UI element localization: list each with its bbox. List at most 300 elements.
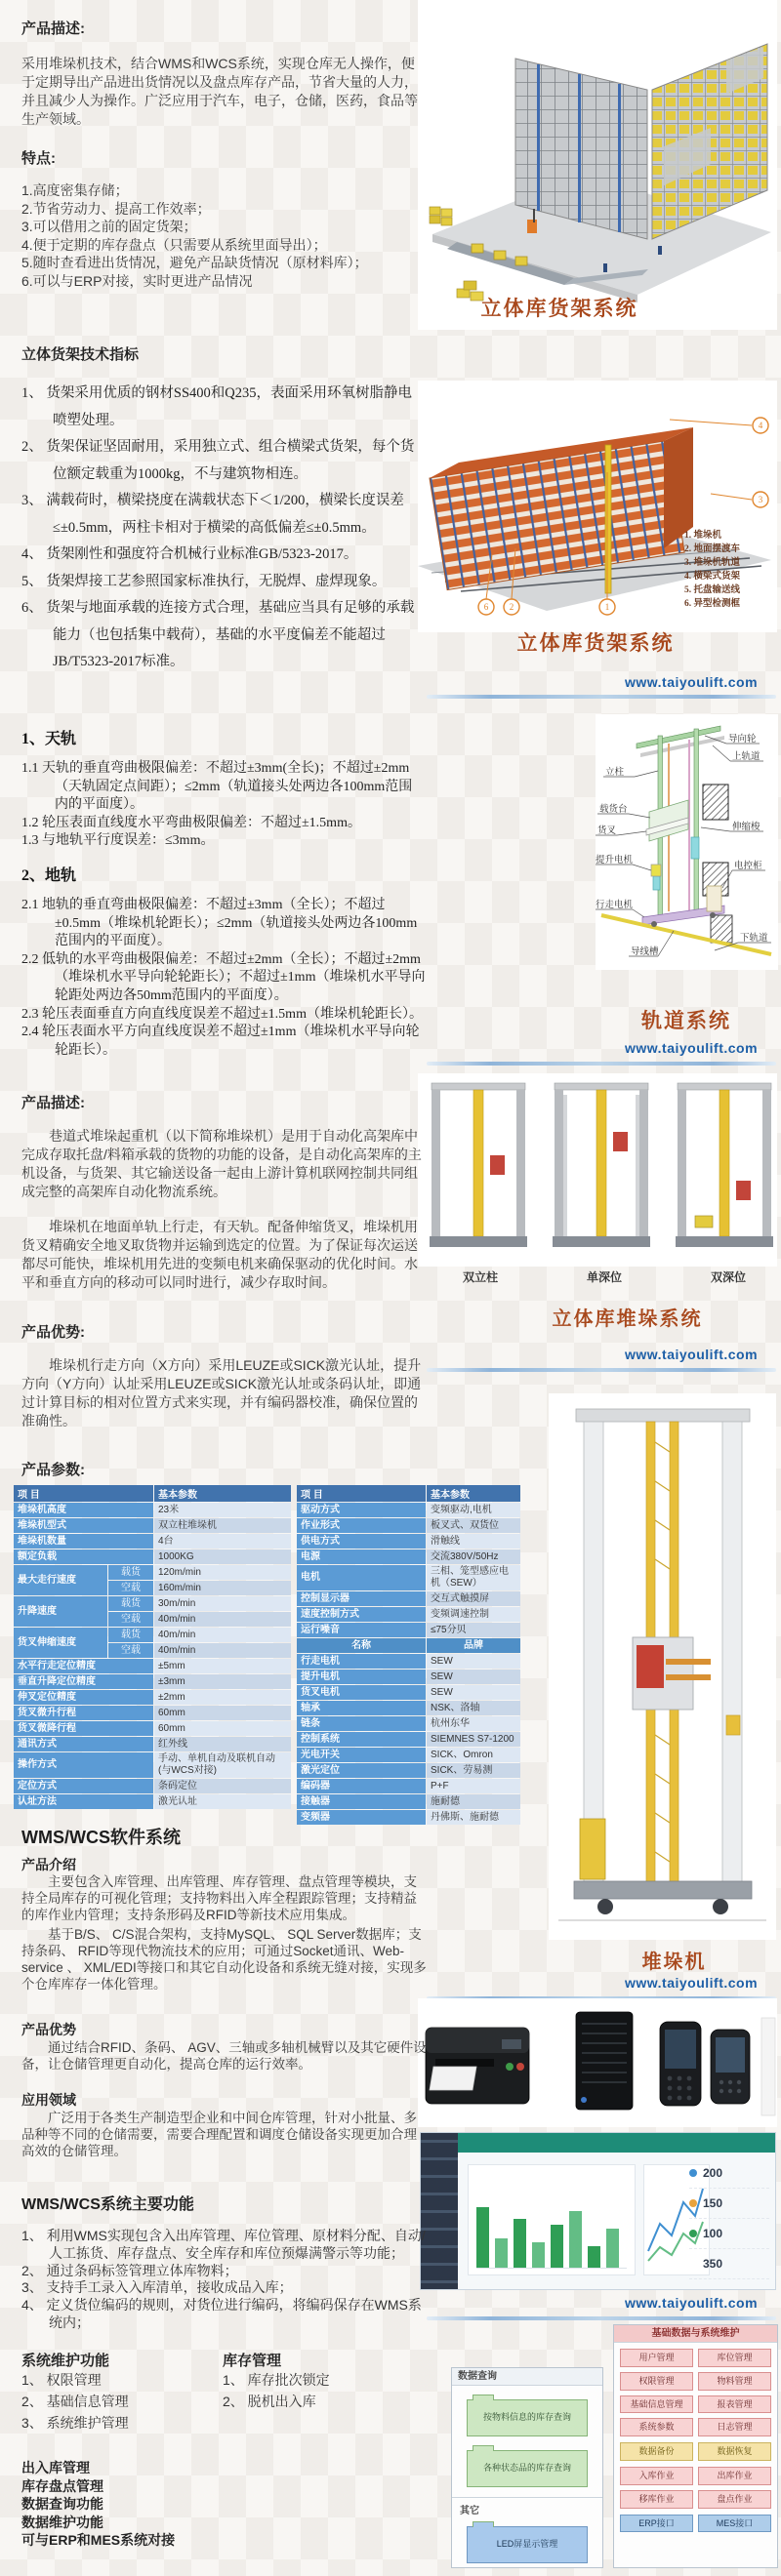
param-cell: 链条 — [297, 1716, 426, 1731]
param-cell: 激光认址 — [154, 1794, 291, 1809]
dashboard-stat-row — [689, 2158, 769, 2189]
other-box: LED屏显示管理 — [467, 2526, 588, 2563]
param-cell: 堆垛机型式 — [14, 1518, 153, 1533]
module-yellow-boxes — [614, 2442, 777, 2467]
param-cell: 控制显示器 — [297, 1591, 426, 1606]
param-cell: 120m/min — [154, 1565, 291, 1580]
stacker-desc-para2: 堆垛机在地面单轨上行走，有天轨。配备伸缩货叉，堆垛机用货叉精确安全地叉取货物并运输到选定的位置。为了保证每次运送都尽可能快，堆垛机用先进的变频电机来确保驱动的优化时间。水平和垂直方向的移动可以同时进行，减少存取时间。 — [21, 1219, 418, 1290]
table-row — [297, 1534, 520, 1549]
stacker-adv-body: 堆垛机行走方向（X方向）采用LEUZE或SICK激光认址，提升方向（Y方向）认址采用LEUZE或SICK激光认址或条码认址，即通过计算目标的相对位置方式来实现，并有编码器校准，确保位置的准确性。 — [21, 1357, 422, 1429]
params-table-left — [13, 1484, 292, 1810]
table-row — [14, 1550, 291, 1564]
table-row — [297, 1518, 520, 1533]
bottom-bold-item: 库存盘点管理 — [21, 2477, 103, 2494]
stacker-machine-illustration — [549, 1393, 776, 1940]
top-rail-item: 1.3 与地轨平行度误差：≤3mm。 — [21, 833, 215, 849]
feature-item: 3.可以借用之前的固定货架； — [21, 219, 197, 234]
param-cell: 伸叉定位精度 — [14, 1690, 153, 1705]
chart-bar — [551, 2225, 563, 2268]
param-cell: 160m/min — [154, 1581, 291, 1595]
table-row — [14, 1674, 291, 1689]
svg-text:下轨道: 下轨道 — [740, 934, 768, 944]
wms-dashboard-screenshot — [420, 2132, 776, 2290]
chart-bar — [476, 2207, 489, 2268]
param-cell: SEW — [427, 1670, 520, 1684]
inventory-heading: 库存管理 — [223, 2353, 282, 2369]
legend-item: 1. 堆垛机 — [684, 531, 722, 541]
table-row — [297, 1654, 520, 1669]
module-box: 出库作业 — [698, 2467, 771, 2485]
module-box: 物料管理 — [698, 2372, 771, 2391]
table-row — [14, 1659, 291, 1673]
intro-body: 采用堆垛机技术，结合WMS和WCS系统，实现仓库无人操作，便于定期导出产品进出货情况以及盘点库存产品，节省大量的人力，并且减少人为操作。广泛应用于汽车，电子，仓储，医药，食品等生产领域。 — [21, 56, 418, 127]
column-header: 项 目 — [297, 1485, 426, 1502]
bottom-bold-item: 数据查询功能 — [21, 2496, 103, 2512]
param-cell: 空载 — [108, 1581, 153, 1595]
ground-rail-item: 2.1 地轨的垂直弯曲极限偏差：不超过±3mm（全长）；不超过±0.5mm（堆垛机轮距长）；≤2mm（轨道接头处两边各100mm范围内的平面度）。 — [21, 898, 418, 949]
param-cell: 提升电机 — [297, 1670, 426, 1684]
feature-item: 4.便于定期的库存盘点（只需要从系统里面导出）； — [21, 236, 327, 253]
wms-intro-para2: 基于B/S、 C/S混合架构，支持MySQL、 SQL Server数据库；支持条码、 RFID等现代物流技术的应用；可通过Socket通讯、Web-service 、 XML/EDI等接口和其它自动化设备和系统无缝对接，实现多个仓库库存一体化管理。 — [21, 1927, 427, 1992]
feature-item: 5.随时查看进出货情况，避免产品缺货情况（原材料库）； — [21, 255, 368, 270]
module-flowchart-panel — [613, 2324, 778, 2568]
table-row — [14, 1737, 291, 1751]
module-box: 基础信息管理 — [620, 2395, 693, 2414]
rack-tech-heading: 立体货架技术指标 — [21, 346, 140, 363]
maintain-item: 2、 基础信息管理 — [21, 2394, 129, 2409]
legend-item: 5. 托盘输送线 — [684, 585, 741, 595]
param-cell: 40m/min — [154, 1628, 291, 1642]
module-box: 数据恢复 — [698, 2442, 771, 2461]
rack-tech-item: 3、 满载荷时，横梁挠度在满载状态下＜1/200，横梁长度误差≤±0.5mm，两柱卡相对于横梁的高低偏差≤±0.5mm。 — [21, 493, 404, 536]
param-cell: 垂直升降定位精度 — [14, 1674, 153, 1689]
chart-bar — [495, 2238, 508, 2268]
machine-single-deep — [553, 1083, 650, 1247]
module-pink-boxes — [614, 2343, 777, 2442]
param-cell: 手动、单机自动及联机自动(与WCS对接) — [154, 1752, 291, 1778]
maintain-item: 1、 权限管理 — [21, 2372, 102, 2388]
wms-heading: WMS/WCS软件系统 — [21, 1828, 181, 1847]
wms-field-heading: 应用领域 — [21, 2092, 76, 2108]
param-cell: 速度控制方式 — [297, 1607, 426, 1622]
dashboard-stat-row — [689, 2219, 769, 2249]
stat-dot-icon — [689, 2260, 697, 2268]
inventory-item: 1、 库存批次锁定 — [223, 2372, 330, 2388]
stacker-desc-heading: 产品描述: — [21, 1095, 85, 1111]
param-cell: 作业形式 — [297, 1518, 426, 1533]
divider-rule-1 — [427, 695, 776, 699]
param-cell: 交互式触摸屏 — [427, 1591, 520, 1606]
divider-rule-2 — [427, 1062, 776, 1066]
param-cell: SICK、劳易测 — [427, 1763, 520, 1778]
flowchart-title: 基础数据与系统维护 — [614, 2325, 777, 2343]
stacker-types-image — [418, 1073, 777, 1267]
ground-rail-item: 2.4 轮压表面水平方向直线度误差不超过±1mm（堆垛机水平导向轮轮距长）。 — [21, 1025, 420, 1058]
params-table-right — [296, 1484, 521, 1826]
stacker-machine-image — [549, 1393, 776, 1940]
functions-heading: WMS/WCS系统主要功能 — [21, 2196, 194, 2213]
table-row — [14, 1721, 291, 1736]
website-link-2[interactable]: www.taiyoulift.com — [625, 1040, 759, 1056]
param-cell: SICK、Omron — [427, 1748, 520, 1762]
module-work-boxes — [614, 2467, 777, 2515]
param-cell: 升降速度 — [14, 1596, 107, 1627]
param-cell: 空载 — [108, 1612, 153, 1627]
website-link-5[interactable]: www.taiyoulift.com — [625, 2295, 759, 2311]
intro-heading: 产品描述: — [21, 20, 85, 37]
param-cell: 货叉微升行程 — [14, 1706, 153, 1720]
stacker-types-illustration — [418, 1073, 777, 1267]
caption-rack-system-2: 立体库货架系统 — [516, 631, 675, 655]
query-box: 各种状态品的库存查询 — [467, 2450, 588, 2487]
chart-bar — [514, 2219, 526, 2268]
stacker-adv-heading: 产品优势: — [21, 1324, 85, 1341]
column-header: 项 目 — [14, 1485, 153, 1502]
table-row — [14, 1794, 291, 1809]
param-cell: 1000KG — [154, 1550, 291, 1564]
module-box: MES接口 — [698, 2515, 771, 2533]
feature-item: 6.可以与ERP对接，实时更进产品情况 — [21, 272, 253, 289]
top-rail-heading: 1、天轨 — [21, 731, 77, 747]
rack-tech-item: 6、 货架与地面承载的连接方式合理，基础应当具有足够的承载能力（也包括集中载荷），基础的水平度偏差不能超过JB/T5323-2017标准。 — [21, 600, 415, 669]
table-row — [297, 1810, 520, 1825]
server-tower-icon — [576, 2012, 633, 2110]
param-cell: 丹佛斯、施耐德 — [427, 1810, 520, 1825]
param-cell: 变频驱动,电机 — [427, 1503, 520, 1517]
table-row — [14, 1503, 291, 1517]
bottom-bold-list — [21, 2459, 314, 2550]
dashboard-stat-row — [689, 2249, 769, 2279]
rack-tech-item: 1、 货架采用优质的钢材SS400和Q235，表面采用环氧树脂静电喷塑处理。 — [21, 385, 412, 428]
wms-adv-heading: 产品优势 — [21, 2022, 76, 2037]
stat-value: 150 — [703, 2196, 723, 2210]
param-cell: 变频器 — [297, 1810, 426, 1825]
legend-item: 3. 堆垛机轨道 — [684, 558, 741, 568]
svg-text:3: 3 — [758, 495, 763, 504]
params-tables — [13, 1484, 521, 1826]
param-cell: P+F — [427, 1779, 520, 1793]
param-cell: 货叉微降行程 — [14, 1721, 153, 1736]
maintain-item: 3、 系统维护管理 — [21, 2415, 129, 2431]
bottom-bold-item: 出入库管理 — [21, 2460, 90, 2475]
wms-intro-heading: 产品介绍 — [21, 1857, 76, 1872]
svg-text:货叉: 货叉 — [597, 826, 617, 836]
svg-text:导线槽: 导线槽 — [631, 947, 659, 957]
svg-text:伸缩梭: 伸缩梭 — [732, 823, 760, 832]
param-cell: 空载 — [108, 1643, 153, 1658]
hardware-image-strip — [418, 1998, 777, 2127]
param-cell: ±2mm — [154, 1690, 291, 1705]
caption-rail-system: 轨道系统 — [641, 1009, 731, 1032]
functions-list — [21, 2228, 432, 2332]
table-row — [14, 1565, 291, 1580]
module-blue-boxes — [614, 2515, 777, 2539]
module-box: 用户管理 — [620, 2349, 693, 2367]
caption-stacker-system: 立体库堆垛系统 — [552, 1308, 703, 1330]
stat-dot-icon — [689, 2230, 697, 2237]
param-cell: 运行噪音 — [297, 1623, 426, 1637]
wms-intro-para1: 主要包含入库管理、出库管理、库存管理、盘点管理等模块，支持全局库存的可视化管理；支持物料出入库全程跟踪管理；支持精益的库作业内管理；支持条形码及RFID等新技术应用集成。 — [21, 1874, 417, 1922]
module-box: 报表管理 — [698, 2395, 771, 2414]
column-header: 基本参数 — [154, 1485, 291, 1502]
param-cell: 堆垛机数量 — [14, 1534, 153, 1549]
module-box: ERP接口 — [620, 2515, 693, 2533]
function-item: 4、 定义货位编码的规则，对货位进行编码，将编码保存在WMS系统内； — [21, 2297, 422, 2330]
divider-rule-3 — [427, 1368, 776, 1372]
param-cell: 品牌 — [427, 1638, 520, 1653]
svg-text:导向轮: 导向轮 — [728, 735, 757, 745]
function-item: 2、 通过条码标签管理立体库物料； — [21, 2262, 238, 2278]
param-cell: 额定负载 — [14, 1550, 153, 1564]
param-cell: SEW — [427, 1654, 520, 1669]
param-cell: 4台 — [154, 1534, 291, 1549]
param-cell: ±5mm — [154, 1659, 291, 1673]
svg-text:4: 4 — [758, 421, 763, 430]
rack-tech-item: 2、 货架保证坚固耐用，采用独立式、组合横梁式货架，每个货位额定载重为1000kg，不与建筑物相连。 — [21, 439, 415, 482]
param-cell: 条码定位 — [154, 1779, 291, 1793]
param-cell: 23米 — [154, 1503, 291, 1517]
chart-bar — [588, 2246, 600, 2268]
module-box: 入库作业 — [620, 2467, 693, 2485]
table-row — [14, 1752, 291, 1778]
param-cell: 货叉电机 — [297, 1685, 426, 1700]
svg-text:立柱: 立柱 — [605, 768, 625, 778]
table-row — [14, 1779, 291, 1793]
barcode-printer-icon — [426, 2028, 529, 2104]
website-link-3[interactable]: www.taiyoulift.com — [625, 1347, 759, 1362]
param-cell: 板叉式、双货位 — [427, 1518, 520, 1533]
param-cell: 双立柱堆垛机 — [154, 1518, 291, 1533]
table-header-row — [14, 1485, 291, 1502]
function-item: 1、 利用WMS实现包含入出库管理、库位管理、原材料分配、自动/人工拣货、库存盘点、安全库存和库位预爆满警示等功能； — [21, 2228, 426, 2261]
data-query-panel — [451, 2367, 603, 2568]
table-row — [297, 1623, 520, 1637]
other-heading: 其它 — [460, 2506, 479, 2516]
dashboard-main — [458, 2153, 775, 2289]
column-header: 基本参数 — [427, 1485, 520, 1502]
param-cell: 驱动方式 — [297, 1503, 426, 1517]
wms-adv-body: 通过结合RFID、条码、 AGV、三轴或多轴机械臂以及其它硬件设备，让仓储管理更自动化，提高仓库的运行效率。 — [21, 2040, 427, 2072]
svg-text:行走电机: 行走电机 — [596, 901, 634, 910]
dashboard-stat-row — [689, 2189, 769, 2219]
features-list — [21, 181, 432, 290]
param-cell: 水平行走定位精度 — [14, 1659, 153, 1673]
ground-rail-item: 2.2 低轨的水平弯曲极限偏差：不超过±2mm（全长）；不超过±2mm（堆垛机水平导向轮轮距长）；不超过±1mm（堆垛机水平导向轮距处两边各50mm范围内的平面度）。 — [21, 951, 426, 1003]
param-cell: 60mm — [154, 1706, 291, 1720]
table-row — [297, 1763, 520, 1778]
module-box: 权限管理 — [620, 2372, 693, 2391]
stacker-crane-diagram — [596, 714, 778, 970]
legend-item: 6. 异型检测框 — [684, 599, 741, 609]
param-cell: 定位方式 — [14, 1779, 153, 1793]
features-heading: 特点: — [21, 150, 56, 167]
table-row — [14, 1690, 291, 1705]
param-cell: 30m/min — [154, 1596, 291, 1611]
param-cell: 供电方式 — [297, 1534, 426, 1549]
table-row — [297, 1794, 520, 1809]
query-box: 按物料信息的库存查询 — [467, 2399, 588, 2436]
param-cell: 激光定位 — [297, 1763, 426, 1778]
param-cell: 三相、笼型感应电机（SEW） — [427, 1565, 520, 1590]
param-cell: 认址方法 — [14, 1794, 153, 1809]
ground-rail-heading: 2、地轨 — [21, 867, 77, 884]
ground-rail-list — [21, 897, 426, 1060]
rack-tech-list — [21, 381, 424, 676]
param-cell: 电源 — [297, 1550, 426, 1564]
param-cell: 40m/min — [154, 1612, 291, 1627]
param-cell: 控制系统 — [297, 1732, 426, 1747]
table-row — [297, 1670, 520, 1684]
param-cell: 光电开关 — [297, 1748, 426, 1762]
param-cell: 杭州东华 — [427, 1716, 520, 1731]
crane-mast — [605, 445, 611, 593]
stat-value: 350 — [703, 2257, 723, 2271]
param-cell: 载货 — [108, 1596, 153, 1611]
stat-value: 200 — [703, 2166, 723, 2180]
query-boxes — [452, 2386, 602, 2487]
module-box: 系统参数 — [620, 2418, 693, 2436]
asrs-warehouse-illustration — [418, 0, 777, 330]
module-box: 库位管理 — [698, 2349, 771, 2367]
chart-bar — [532, 2242, 545, 2268]
table-row — [297, 1607, 520, 1622]
crane-diagram-image — [596, 714, 778, 970]
feature-item: 2.节省劳动力、提高工作效率； — [21, 200, 211, 217]
stat-value: 100 — [703, 2227, 723, 2240]
ground-rail-item: 2.3 轮压表面垂直方向直线度误差不超过±1.5mm（堆垛机轮距长）。 — [21, 1006, 423, 1022]
param-cell: 交流380V/50Hz — [427, 1550, 520, 1564]
table-row — [14, 1534, 291, 1549]
param-cell: 滑触线 — [427, 1534, 520, 1549]
stacker-desc-para1: 巷道式堆垛起重机（以下简称堆垛机）是用于自动化高架库中完成存取托盘/料箱承载的货物的功能的设备，是自动化高架库的主机设备，与货架、其它输送设备一起由上游计算机联网控制共同组成完整的高架库自动化物流系统。 — [21, 1128, 422, 1199]
svg-text:2: 2 — [509, 602, 514, 612]
param-cell: 施耐德 — [427, 1794, 520, 1809]
param-cell: 60mm — [154, 1721, 291, 1736]
dashboard-topbar — [458, 2133, 775, 2153]
param-cell: ≤75分贝 — [427, 1623, 520, 1637]
param-cell: SIEMNES S7-1200 — [427, 1732, 520, 1747]
module-box: 日志管理 — [698, 2418, 771, 2436]
bottom-bold-item: 可与ERP和MES系统对接 — [21, 2532, 176, 2548]
param-cell: 红外线 — [154, 1737, 291, 1751]
website-link-4[interactable]: www.taiyoulift.com — [625, 1975, 759, 1991]
table-row — [297, 1685, 520, 1700]
param-cell: 最大走行速度 — [14, 1565, 107, 1595]
rack-tech-item: 5、 货架焊接工艺参照国家标准执行，无脱焊、虚焊现象。 — [21, 573, 387, 589]
hardware-illustration — [418, 1998, 777, 2127]
wms-field-body: 广泛用于各类生产制造型企业和中间仓库管理，针对小批量、多品种等不同的仓储需要，需要合理配置和调度仓储设备实现更加合理高效的仓储管理。 — [21, 2111, 417, 2158]
param-cell: 通讯方式 — [14, 1737, 153, 1751]
svg-text:电控柜: 电控柜 — [734, 862, 762, 871]
chart-bar — [569, 2211, 582, 2268]
table-row — [297, 1732, 520, 1747]
legend-item: 4. 横梁式货架 — [684, 572, 741, 582]
module-box: 盘点作业 — [698, 2490, 771, 2509]
table-row — [297, 1503, 520, 1517]
svg-text:提升电机: 提升电机 — [596, 856, 634, 865]
legend-item: 2. 地面摆渡车 — [684, 544, 741, 554]
rack-legend — [684, 529, 777, 611]
param-cell: ±3mm — [154, 1674, 291, 1689]
param-cell: 变频调速控制 — [427, 1607, 520, 1622]
param-cell: 操作方式 — [14, 1752, 153, 1778]
param-cell: 40m/min — [154, 1643, 291, 1658]
svg-text:6: 6 — [483, 602, 489, 612]
param-cell: 载货 — [108, 1628, 153, 1642]
module-box: 移库作业 — [620, 2490, 693, 2509]
table-row — [297, 1748, 520, 1762]
function-item: 3、 支持手工录入入库清单，接收成品入库； — [21, 2279, 293, 2296]
table-row — [297, 1779, 520, 1793]
machine-label-1: 双立柱 — [462, 1270, 498, 1284]
top-rail-list — [21, 760, 426, 851]
table-row — [14, 1596, 291, 1611]
dashboard-bar-chart — [468, 2164, 636, 2275]
param-cell: 名称 — [297, 1638, 426, 1653]
table-row — [297, 1550, 520, 1564]
top-rail-item: 1.1 天轨的垂直弯曲极限偏差：不超过±3mm(全长)；不超过±2mm（天轨固定点间距）；≤2mm（轨道接头处两边各100mm范围内的平面度）。 — [21, 761, 413, 813]
param-cell: 编码器 — [297, 1779, 426, 1793]
param-cell: 接触器 — [297, 1794, 426, 1809]
inventory-list — [223, 2369, 408, 2412]
machine-label-2: 单深位 — [586, 1270, 622, 1284]
param-cell: 电机 — [297, 1565, 426, 1590]
table-row — [297, 1716, 520, 1731]
table-row — [297, 1565, 520, 1590]
table-row — [14, 1706, 291, 1720]
param-cell: 货叉伸缩速度 — [14, 1628, 107, 1658]
other-boxes — [452, 2516, 602, 2563]
table-row — [297, 1701, 520, 1715]
stat-dot-icon — [689, 2199, 697, 2207]
param-cell: 行走电机 — [297, 1654, 426, 1669]
machine-label-3: 双深位 — [710, 1270, 746, 1284]
feature-item: 1.高度密集存储； — [21, 182, 129, 198]
chart-bar — [606, 2229, 619, 2268]
website-link-1[interactable]: www.taiyoulift.com — [625, 674, 759, 690]
table-row — [297, 1638, 520, 1653]
rack-tech-item: 4、 货架刚性和强度符合机械行业标准GB/5323-2017。 — [21, 546, 358, 562]
params-heading: 产品参数: — [21, 1462, 85, 1478]
table-row — [14, 1518, 291, 1533]
inventory-item: 2、 脱机出入库 — [223, 2394, 316, 2409]
svg-text:载货台: 载货台 — [599, 805, 628, 815]
table-row — [14, 1628, 291, 1642]
warehouse-render-image — [418, 0, 777, 330]
param-cell: 堆垛机高度 — [14, 1503, 153, 1517]
param-cell: NSK、洛轴 — [427, 1701, 520, 1715]
divider-rule-5 — [427, 2316, 776, 2320]
param-cell: 轴承 — [297, 1701, 426, 1715]
query-panel-title: 数据查询 — [452, 2368, 602, 2386]
module-box: 数据备份 — [620, 2442, 693, 2461]
maintain-heading: 系统维护功能 — [21, 2353, 110, 2369]
param-cell: SEW — [427, 1685, 520, 1700]
svg-text:1: 1 — [604, 602, 610, 612]
table-row — [297, 1591, 520, 1606]
forklift-icon — [527, 220, 537, 233]
table-header-row — [297, 1485, 520, 1502]
maintain-list — [21, 2369, 207, 2434]
stat-dot-icon — [689, 2169, 697, 2177]
top-rail-item: 1.2 轮压表面直线度水平弯曲极限偏差：不超过±1.5mm。 — [21, 815, 361, 830]
caption-rack-system-1: 立体库货架系统 — [480, 297, 638, 320]
svg-text:上轨道: 上轨道 — [732, 752, 760, 762]
dashboard-stats — [689, 2158, 769, 2279]
param-cell: 载货 — [108, 1565, 153, 1580]
caption-stacker-machine: 堆垛机 — [641, 1952, 707, 1973]
bottom-bold-item: 数据维护功能 — [21, 2514, 103, 2530]
